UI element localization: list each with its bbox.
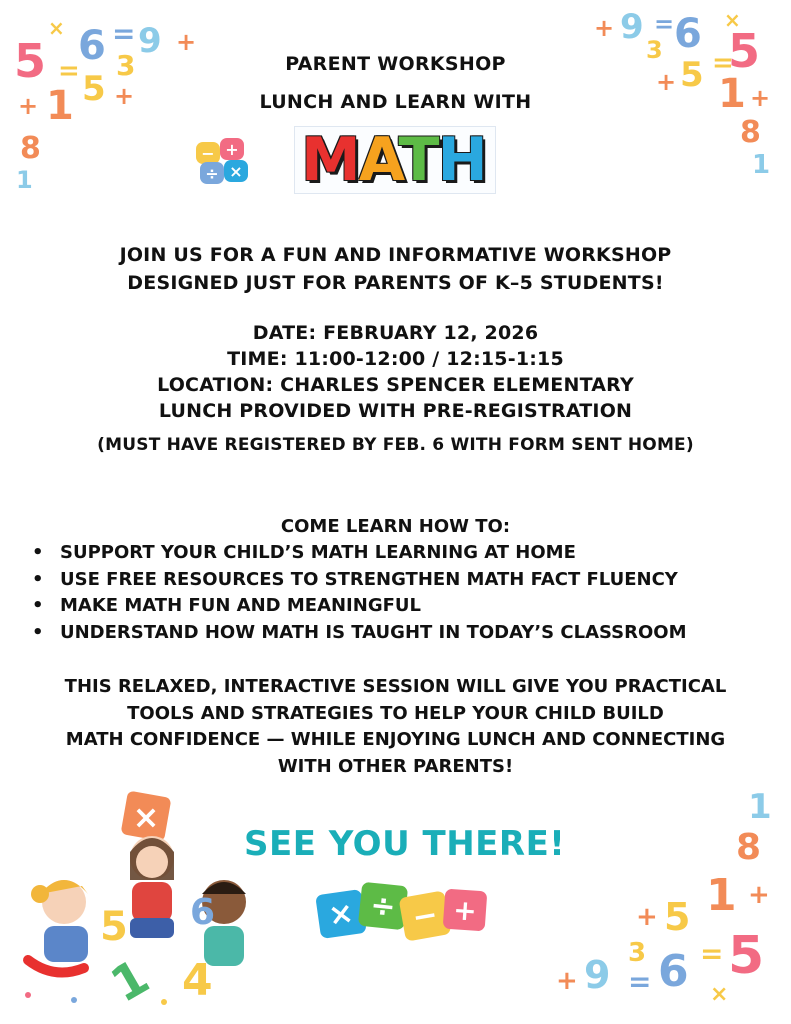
minus-tile-icon: − [196, 142, 220, 164]
closing-line: TOOLS AND STRATEGIES TO HELP YOUR CHILD BUILD [127, 702, 664, 724]
block-one: 1 [101, 948, 159, 1010]
logo-letter-t: T [398, 125, 438, 195]
deco-digit: 6 [78, 23, 106, 69]
deco-digit: 8 [20, 131, 41, 166]
deco-digit: × [724, 8, 741, 32]
deco-digit: × [48, 16, 65, 40]
deco-digit: 1 [718, 71, 746, 117]
logo-letter-a: A [358, 125, 399, 195]
deco-digit: 9 [620, 7, 644, 47]
deco-digit: 6 [674, 11, 702, 57]
deco-digit: 1 [16, 166, 33, 194]
list-item: • UNDERSTAND HOW MATH IS TAUGHT IN TODAY’S CLASSROOM [32, 620, 687, 647]
deco-digit: 5 [728, 926, 765, 986]
intro-line: JOIN US FOR A FUN AND INFORMATIVE WORKSHOP [119, 244, 672, 266]
times-tile-icon: × [315, 889, 367, 939]
deco-digit: 5 [14, 34, 47, 88]
deco-digit: 3 [646, 36, 663, 64]
logo-letter-h: H [437, 125, 486, 195]
lunch-note: LUNCH PROVIDED WITH PRE-REGISTRATION [158, 400, 633, 422]
deco-digit: + [636, 902, 658, 932]
deco-digit: 9 [138, 21, 162, 61]
deco-digit: 5 [680, 55, 704, 95]
deco-digit: = [654, 10, 675, 38]
deco-digit: 9 [584, 953, 611, 997]
deco-digit: 5 [728, 24, 761, 78]
deco-digit: + [656, 68, 677, 96]
deco-digit: = [700, 937, 724, 970]
list-item: • SUPPORT YOUR CHILD’S MATH LEARNING AT HOME [32, 540, 687, 567]
deco-digit: = [628, 965, 652, 998]
deco-digit: = [58, 56, 80, 86]
learn-heading: COME LEARN HOW TO: [280, 516, 511, 537]
block-six: 6 [190, 892, 216, 933]
deco-digit: 8 [736, 827, 762, 868]
event-location: LOCATION: CHARLES SPENCER ELEMENTARY [157, 374, 634, 396]
deco-digit: 8 [740, 115, 761, 150]
times-tile-icon: × [224, 160, 248, 182]
bottom-right-number-decoration [540, 780, 791, 1024]
deco-digit: 1 [46, 83, 74, 129]
deco-digit: + [748, 880, 770, 910]
deco-digit: 1 [748, 787, 772, 827]
list-item: • MAKE MATH FUN AND MEANINGFUL [32, 593, 687, 620]
deco-digit: + [176, 28, 197, 56]
plus-tile-icon: + [220, 138, 244, 160]
plus-tile-icon: + [443, 889, 488, 932]
header-operator-tiles [194, 136, 254, 188]
lunch-and-learn-title: LUNCH AND LEARN WITH [259, 91, 532, 113]
closing-line: WITH OTHER PARENTS! [277, 755, 514, 777]
deco-digit: 6 [658, 946, 689, 997]
deco-digit: 5 [82, 69, 106, 109]
children-with-numbers-icon [14, 790, 264, 1010]
deco-digit: + [18, 92, 39, 120]
minus-tile-icon: − [399, 890, 452, 941]
deco-digit: + [556, 966, 578, 996]
math-logo [294, 126, 496, 194]
intro-text [0, 242, 791, 296]
deco-digit: 1 [706, 870, 737, 921]
svg-text:×: × [132, 798, 160, 836]
deco-digit: + [114, 82, 135, 110]
list-item: • USE FREE RESOURCES TO STRENGTHEN MATH FACT FLUENCY [32, 567, 687, 594]
event-details [0, 320, 791, 424]
deco-digit: = [712, 48, 734, 78]
logo-letter-m: M [301, 125, 359, 195]
divide-tile-icon: ÷ [200, 162, 224, 184]
learn-list [32, 540, 687, 646]
block-four: 4 [182, 955, 213, 1006]
deco-digit: + [750, 84, 771, 112]
deco-digit: 5 [664, 895, 691, 939]
intro-line: DESIGNED JUST FOR PARENTS OF K–5 STUDENTS! [127, 272, 664, 294]
deco-digit: + [594, 14, 615, 42]
divide-tile-icon: ÷ [358, 882, 408, 931]
deco-digit: 1 [752, 150, 771, 180]
registration-note: (MUST HAVE REGISTERED BY FEB. 6 WITH FORM SENT HOME) [97, 435, 694, 455]
block-five: 5 [100, 904, 128, 950]
deco-digit: 3 [116, 49, 136, 82]
event-date: DATE: FEBRUARY 12, 2026 [252, 322, 539, 344]
deco-digit: 3 [628, 938, 647, 968]
closing-paragraph [0, 674, 791, 780]
deco-digit: × [710, 982, 729, 1007]
operator-tiles [318, 880, 493, 950]
event-time: TIME: 11:00-12:00 / 12:15-1:15 [227, 348, 564, 370]
closing-line: MATH CONFIDENCE — WHILE ENJOYING LUNCH AND CONNECTING [65, 729, 726, 750]
deco-digit: = [112, 17, 136, 50]
closing-line: THIS RELAXED, INTERACTIVE SESSION WILL GIVE YOU PRACTICAL [64, 676, 727, 697]
see-you-there: SEE YOU THERE! [244, 824, 566, 864]
kids-illustration [14, 790, 264, 1010]
workshop-title: PARENT WORKSHOP [285, 53, 506, 75]
